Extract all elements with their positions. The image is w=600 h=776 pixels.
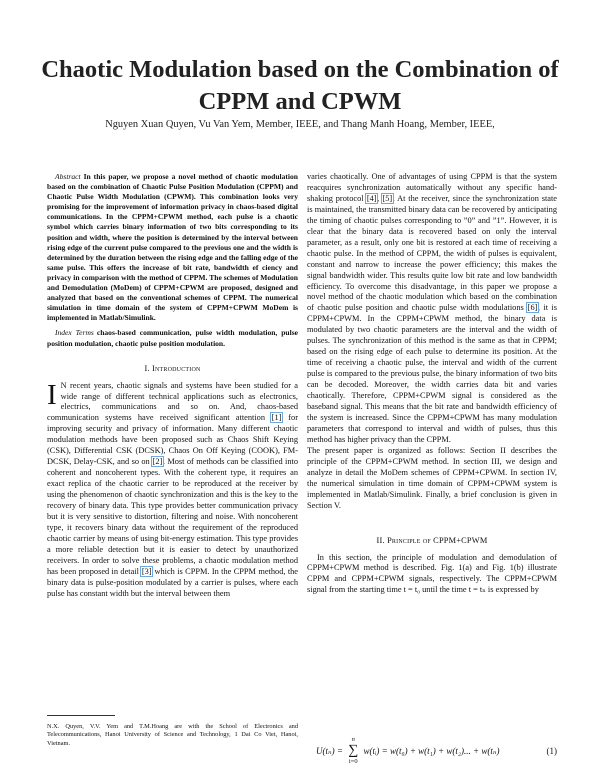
intro-text: for improving security and privacy of information. Many different chaotic modulation methods have been proposed such as Chaos Shift Keying (CSK), Differential CSK (DCSK), Chaos On Off Keying (COOK), FM-DCSK, Delay-CSK, and so on: [47, 413, 299, 467]
equation-number: (1): [546, 746, 557, 756]
body-text: , it is CPPM+CPWM. In the CPPM+CPWM method, the binary data is modulated by two chaotic parameters are the interval and the width of pulses. The synchronization of this method is the same as that in CPPM; based on the rising edge of each pulse to determine its position. At the time of receiving a chaotic pulse, the interval and width of the current pulse is compared to the previous pulse, the binary information of two bits can be decoded. Moreover, the width carries data bit and varies chaotically. Therefore, CPPM+CPWM signal is considered as the baseband signal. This means that the bit rate and bandwidth efficiency of the system is increased. Since the CPPM+CPWM has many modulation parameters that correspond to interval and width of pulses, thus this method has higher privacy than the CPPM.: [307, 303, 557, 444]
equation-lhs: U(tₙ) =: [316, 746, 343, 756]
drop-cap: I: [47, 378, 57, 411]
summation-symbol: ∑: [348, 743, 359, 758]
intro-text: N recent years, chaotic signals and systems have been studied for a wide range of different technical applications such as electronics, electrics, communications and so on. And, chaos-based communication systems have received significant attention: [47, 380, 298, 423]
citation-link-1[interactable]: [1]: [271, 413, 282, 423]
section-number: I.: [144, 363, 150, 373]
section-heading-principle: [307, 536, 557, 547]
section-title: Introduction: [152, 363, 201, 373]
paragraph: varies chaotically. One of advantages of using CPPM is that the system reacquires synchronization automatically without any specific hand-shaking protocol [4], [5]. At the receiver, since the synchronization state is maintained, the transmitted binary data can be recovered by anticipating the timing of chaotic pulses corresponding to ”0” and ”1”. However, it is clear that the binary data is recovered based on only the interval parameter, as a result, only one bit is restored at each time of receiving a chaotic pulse. In the method of CPPM, the width of pulses is equivalent, constant and narrow to increase the power efficiency; this makes the signal bandwidth wider. This results quite low bit rate and low bandwidth efficiency. To overcome this disadvantage, in this paper we propose a novel method of the chaotic modulation which based on the combination of chaotic pulse position and chaotic pulse width modulations [6], it is CPPM+CPWM. In the CPPM+CPWM method, the binary data is modulated by two chaotic parameters are the interval and the width of pulses. The synchronization of this method is the same as that in CPPM; based on the rising edge of each pulse to determine its position. At the time of receiving a chaotic pulse, the interval and width of the current pulse is compared to the previous pulse, the binary information of two bits can be decoded. Moreover, the width carries data bit and varies chaotically. Therefore, CPPM+CPWM signal is considered as the baseband signal. This means that the bit rate and bandwidth efficiency of the system is increased. Since the CPPM+CPWM has many modulation parameters that correspond to interval and width of pulses, thus this method has higher privacy than the CPPM.: [307, 172, 557, 444]
citation-link-6[interactable]: [6]: [527, 303, 538, 313]
abstract-text: In this paper, we propose a novel method of chaotic modulation based on the combination of Chaotic Pulse Position Modulation (CPPM) and Chaotic Pulse Width Modulation (CPWM). This combination looks very promising for the improvement of information privacy in chaos-based digital communications. In the CPPM+CPWM method, each pulse is a chaotic symbol which carries binary information of two bits corresponding to its position and width, where the position is determined by the interval between rising edge of the current pulse compared to the previous one and the width is determined by the duration between the rising edge and the falling edge of the same pulse. This offers the increase of bit rate, bandwidth ef ciency and privacy in comparison with the method of CPPM. The schemes of Modulation and Demodulation (MoDem) of CPPM+CPWM are proposed, designed and analyzed that based on the conventional schemes of CPPM. The numerical simulation in time domain of the system of CPPM+CPWM MoDem is implemented in Matlab/Simulink.: [47, 172, 298, 323]
paragraph: The present paper is organized as follows: Section II describes the principle of the CPPM+CPWM method. In section III, we design and analyze in detail the MoDem schemes of CPPM+CPWM. In section IV, the numerical simulation in time domain of CPPM+CPWM system is implemented in Matlab/Simulink. Finally, a brief conclusion is given in Section V.: [307, 445, 557, 510]
index-terms-text: chaos-based communication, pulse width modulation, pulse position modulation, chaotic pulse position modulation.: [47, 328, 299, 348]
affiliation-footnote: N.X. Quyen, V.V. Yem and T.M.Hoang are with the School of Electronics and Telecommunications, Hanoi University of Science and Technology, 1 Dai Co Viet, Hanoi, Vietnam.: [47, 723, 298, 747]
citation-link-2[interactable]: [2]: [152, 457, 163, 467]
citation-link-3[interactable]: [3]: [141, 566, 152, 576]
body-text: . At the receiver, since the synchronization state is maintained, the transmitted binary data can be recovered by anticipating the timing of chaotic pulses corresponding to ”0” and ”1”. However, it is clear that the binary data is recovered based on only the interval parameter, as a result, only one bit is restored at each time of receiving a chaotic pulse. In the method of CPPM, the width of pulses is equivalent, constant and narrow to increase the power efficiency; this makes the signal bandwidth wider. This results quite low bit rate and low bandwidth efficiency. To overcome this disadvantage, in this paper we propose a novel method of the chaotic modulation which based on the combination of chaotic pulse position and chaotic pulse width modulations: [307, 193, 557, 313]
equation-1: [307, 734, 557, 766]
author-list: Nguyen Xuan Quyen, Vu Van Yem, Member, IEEE, and Thang Manh Hoang, Member, IEEE,: [105, 119, 495, 130]
abstract-label: Abstract: [55, 172, 81, 181]
index-terms-label: Index Terms: [55, 328, 94, 338]
summation-lower-limit: i=0: [348, 758, 358, 765]
equation-body: [316, 736, 500, 765]
left-column: [47, 172, 298, 600]
summation-upper-limit: n: [351, 736, 355, 743]
citation-link-5[interactable]: [5]: [382, 193, 393, 203]
section-number: II.: [376, 535, 385, 545]
section-title: Principle of CPPM+CPWM: [387, 535, 488, 545]
introduction-body: [47, 378, 299, 600]
intro-text: which is CPPM. In the CPPM method, the binary data is pulse-position modulated by a carrier is pulses, where each pulse has constant width but the interval between them: [47, 566, 299, 598]
right-column: [307, 172, 557, 596]
abstract: [47, 172, 298, 323]
body-text: varies chaotically. One of advantages of using CPPM is that the system reacquires synchronization automatically without any specific hand-shaking protocol: [307, 172, 557, 203]
footnote-divider: [47, 715, 115, 716]
index-terms: [47, 328, 298, 348]
paragraph: In this section, the principle of modulation and demodulation of CPPM+CPWM method is described. Fig. 1(a) and Fig. 1(b) illustrate CPPM and CPPM+CPWM signals, respectively. The CPPM+CPWM signal from the starting time t = t₀ until the time t = tₙ is expressed by: [307, 552, 557, 595]
paper-title: Chaotic Modulation based on the Combination of CPPM and CPWM: [41, 56, 559, 115]
section-heading-introduction: [47, 364, 298, 375]
equation-rhs: w(tᵢ) = w(t₀) + w(t₁) + w(t₂)... + w(tₙ): [363, 746, 500, 756]
citation-link-4[interactable]: [4]: [366, 193, 377, 203]
intro-text: . Most of methods can be classified into coherent and noncoherent types. With the coherent type, it requires an exact replica of the chaotic carrier to be reproduced at the receiver by using the phenomenon of chaotic synchronization and this is the key to the recovery of binary data. This type provides better communication privacy but it is very sensitive to distortion, filtering and noise. With noncoherent type, it recovers binary data without the requirement of the reproduced chaotic carrier by means of using bit-energy estimation. This type provides a more reliable detection but it is easier to detect by unauthorized receivers. In order to solve these problems, a chaotic modulation method has been proposed in detail: [47, 457, 298, 576]
summation: [347, 736, 359, 765]
